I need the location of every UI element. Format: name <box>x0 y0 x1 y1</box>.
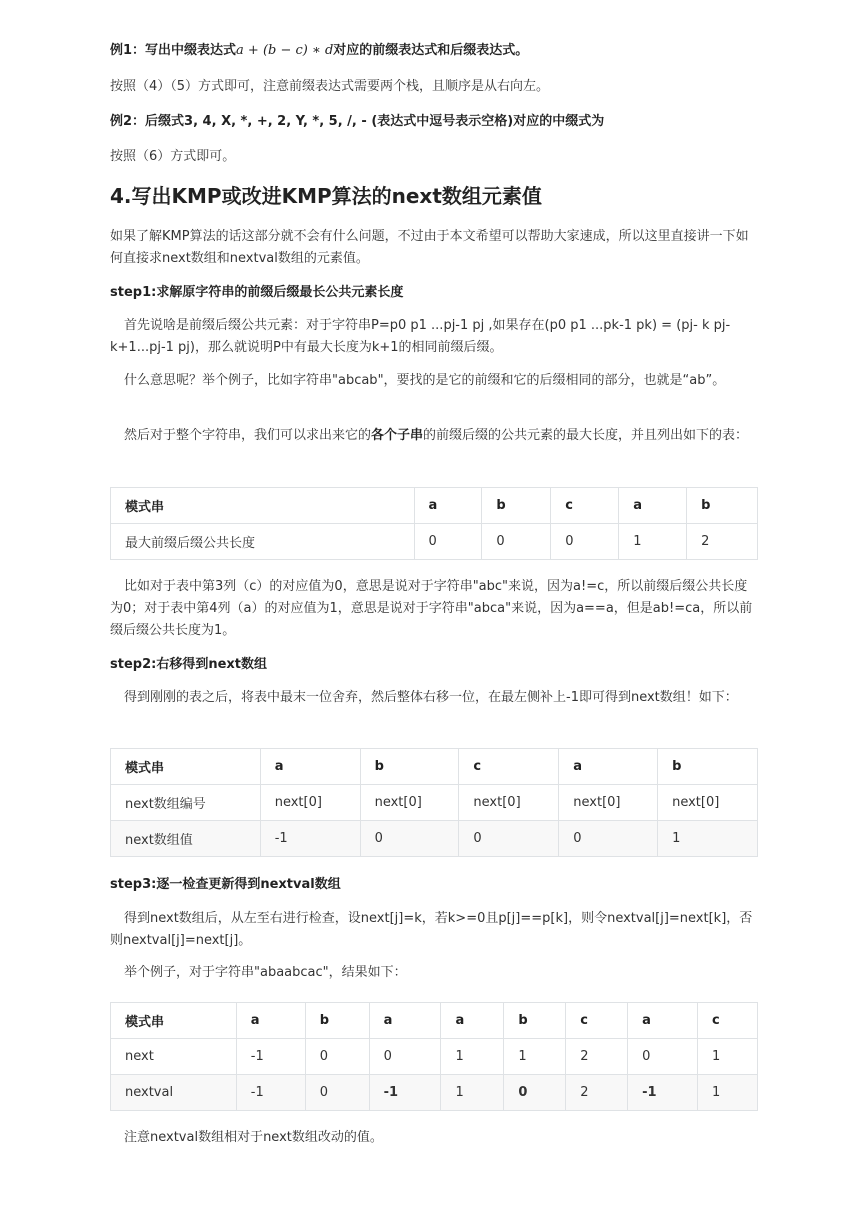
table-cell: 1 <box>658 821 758 857</box>
table-header-cell: b <box>658 749 758 785</box>
table-row <box>111 1039 758 1075</box>
table-cell: -1 <box>236 1075 305 1111</box>
step3-paragraph-1: 得到next数组后，从左至右进行检查，设next[j]=k，若k>=0且p[j]==p[k]，则令nextval[j]=next[k]，否则nextval[j]=next[j]。 <box>110 911 753 948</box>
step1-p3-bold: 各个子串 <box>371 428 424 443</box>
example2-heading: 例2：后缀式3, 4, X, *, +, 2, Y, *, 5, /, - (表达式中逗号表示空格)对应的中缀式为 <box>110 114 605 129</box>
table-cell: next数组编号 <box>111 785 261 821</box>
table-header-cell: b <box>482 488 551 524</box>
table1-note: 比如对于表中第3列（c）的对应值为0，意思是说对于字符串"abc"来说，因为a!=c，所以前缀后缀公共长度为0；对于表中第4列（a）的对应值为1，意思是说对于字符串"abca"来说，因为a==a，但是ab!=ca，所以前缀后缀公共长度为1。 <box>110 579 753 638</box>
table-cell: next <box>111 1039 237 1075</box>
table-cell: 0 <box>305 1075 369 1111</box>
table-header-cell: 模式串 <box>111 488 415 524</box>
table-header-cell: c <box>566 1003 628 1039</box>
table-cell: 0 <box>369 1039 441 1075</box>
table-header-cell: b <box>504 1003 566 1039</box>
table-cell: 0 <box>628 1039 698 1075</box>
table-header-cell: b <box>687 488 758 524</box>
table-nextval-array <box>110 1002 758 1111</box>
table-header-cell: a <box>441 1003 504 1039</box>
table-cell: 1 <box>441 1039 504 1075</box>
table-cell: -1 <box>260 821 360 857</box>
table-cell: 0 <box>551 524 619 560</box>
table-header-cell: a <box>236 1003 305 1039</box>
table-cell: 2 <box>687 524 758 560</box>
table-cell-changed: -1 <box>628 1075 698 1111</box>
table-cell: next[0] <box>459 785 559 821</box>
table-cell: 0 <box>360 821 459 857</box>
table2-header-row <box>111 749 758 785</box>
table-cell: 1 <box>698 1039 758 1075</box>
table-cell: 1 <box>441 1075 504 1111</box>
table-header-cell: 模式串 <box>111 749 261 785</box>
table-header-cell: 模式串 <box>111 1003 237 1039</box>
table-cell: 2 <box>566 1039 628 1075</box>
table-cell: 0 <box>305 1039 369 1075</box>
table-row <box>111 785 758 821</box>
step1-p3-pre: 然后对于整个字符串，我们可以求出来它的 <box>124 428 372 443</box>
table3-header-row <box>111 1003 758 1039</box>
table-header-cell: a <box>260 749 360 785</box>
example1-heading <box>110 40 758 62</box>
table-cell: 最大前缀后缀公共长度 <box>111 524 415 560</box>
table-cell: 0 <box>414 524 482 560</box>
table-cell: next[0] <box>360 785 459 821</box>
step1-paragraph-3 <box>110 425 758 447</box>
table-header-cell: a <box>559 749 658 785</box>
table-cell: 1 <box>504 1039 566 1075</box>
table-header-cell: a <box>369 1003 441 1039</box>
table-header-cell: a <box>619 488 687 524</box>
table-row <box>111 821 758 857</box>
table-cell: 1 <box>698 1075 758 1111</box>
table-header-cell: a <box>628 1003 698 1039</box>
example1-answer: 按照（4）（5）方式即可，注意前缀表达式需要两个栈，且顺序是从右向左。 <box>110 79 550 94</box>
table1-header-row <box>111 488 758 524</box>
table-cell: 2 <box>566 1075 628 1111</box>
example1-math: a + (b − c) ∗ d <box>236 43 334 58</box>
step3-heading: step3:逐一检查更新得到nextval数组 <box>110 877 341 892</box>
table-row <box>111 1075 758 1111</box>
intro-paragraph: 如果了解KMP算法的话这部分就不会有什么问题，不过由于本文希望可以帮助大家速成，所以这里直接讲一下如何直接求next数组和nextval数组的元素值。 <box>110 229 749 266</box>
table-cell: 0 <box>559 821 658 857</box>
table-cell: nextval <box>111 1075 237 1111</box>
step2-heading: step2:右移得到next数组 <box>110 657 267 672</box>
table-header-cell: c <box>698 1003 758 1039</box>
table-row <box>111 524 758 560</box>
table-cell: next数组值 <box>111 821 261 857</box>
table-header-cell: c <box>551 488 619 524</box>
step3-paragraph-2: 举个例子，对于字符串"abaabcac"，结果如下： <box>124 965 407 980</box>
table-cell: next[0] <box>658 785 758 821</box>
section-title: 4.写出KMP或改进KMP算法的next数组元素值 <box>110 184 542 208</box>
table-header-cell: c <box>459 749 559 785</box>
example1-prefix: 例1：写出中缀表达式 <box>110 43 237 58</box>
table-next-array <box>110 748 758 857</box>
table-cell: next[0] <box>260 785 360 821</box>
table-header-cell: a <box>414 488 482 524</box>
step1-heading: step1:求解原字符串的前缀后缀最长公共元素长度 <box>110 285 404 300</box>
example1-suffix: 对应的前缀表达式和后缀表达式。 <box>333 43 529 58</box>
example2-answer: 按照（6）方式即可。 <box>110 149 236 164</box>
step1-paragraph-2: 什么意思呢？举个例子，比如字符串"abcab"，要找的是它的前缀和它的后缀相同的部分，也就是“ab”。 <box>124 373 726 388</box>
table-cell: 0 <box>482 524 551 560</box>
table-prefix-suffix-length <box>110 487 758 560</box>
step2-paragraph: 得到刚刚的表之后，将表中最末一位舍弃，然后整体右移一位，在最左侧补上-1即可得到next数组！如下： <box>124 690 738 705</box>
final-note: 注意nextval数组相对于next数组改动的值。 <box>124 1130 383 1145</box>
table-cell-changed: -1 <box>369 1075 441 1111</box>
step1-paragraph-1: 首先说啥是前缀后缀公共元素：对于字符串P=p0 p1 ...pj-1 pj ,如果存在(p0 p1 ...pk-1 pk) = (pj- k pj-k+1...pj-1 pj)，那么就说明P中有最大长度为k+1的相同前缀后缀。 <box>110 318 731 355</box>
table-cell: 1 <box>619 524 687 560</box>
table-cell-changed: 0 <box>504 1075 566 1111</box>
table-header-cell: b <box>305 1003 369 1039</box>
table-cell: -1 <box>236 1039 305 1075</box>
table-header-cell: b <box>360 749 459 785</box>
step1-p3-post: 的前缀后缀的公共元素的最大长度，并且列出如下的表： <box>423 428 749 443</box>
table-cell: 0 <box>459 821 559 857</box>
table-cell: next[0] <box>559 785 658 821</box>
